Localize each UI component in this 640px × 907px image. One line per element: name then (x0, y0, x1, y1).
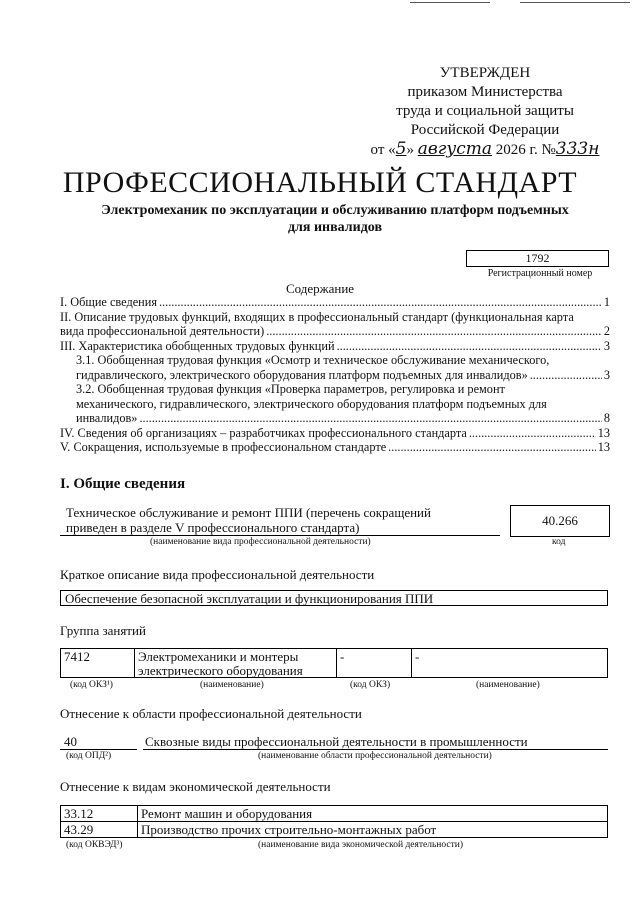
opd-name: Сквозные виды профессиональной деятельности в промышленности (145, 734, 528, 749)
occupation-group-label: Группа занятий (60, 623, 146, 638)
toc-item[interactable] (60, 382, 610, 426)
code-caption: код (552, 537, 566, 547)
toc-item-text: V. Сокращения, используемые в профессиональном стандарте (60, 440, 387, 454)
toc-item[interactable] (60, 353, 610, 382)
activity-line: приведен в разделе V профессионального стандарта) (66, 520, 360, 535)
activity-line: Техническое обслуживание и ремонт ППИ (перечень сокращений (66, 505, 431, 520)
professional-area-label: Отнесение к области профессиональной деятельности (60, 706, 362, 721)
okved-name-caption: (наименование вида экономической деятельности) (258, 840, 463, 850)
toc-item[interactable] (60, 295, 610, 310)
opd-name-caption: (наименование области профессиональной деятельности) (258, 751, 492, 761)
okved-code-caption: (код ОКВЭД³) (66, 840, 123, 850)
date-prefix: от « (370, 142, 396, 158)
okz-name-line: Электромеханики и монтеры (138, 649, 299, 664)
opd-code-caption: (код ОПД²) (66, 751, 112, 761)
approval-line: приказом Министерства (407, 84, 563, 100)
scan-artifact (410, 2, 490, 3)
date-day: 5 (395, 139, 407, 159)
order-number: 333н (555, 139, 600, 159)
economic-activity-label: Отнесение к видам экономической деятельности (60, 779, 331, 794)
activity-code-box: 40.266 (510, 505, 610, 537)
subtitle-line: для инвалидов (287, 220, 383, 235)
approval-line: Российской Федерации (410, 122, 560, 138)
toc-page: 13 (597, 440, 610, 454)
opd-code-underline (60, 749, 137, 750)
table-of-contents (60, 295, 610, 455)
toc-leader (469, 426, 596, 441)
okved-code-cell: 43.29 (60, 821, 138, 838)
toc-item[interactable] (60, 310, 610, 339)
opd-code: 40 (64, 734, 77, 749)
registration-number-box: 1792 (466, 250, 609, 267)
approval-line: УТВЕРЖДЕН (439, 65, 531, 81)
scan-artifact (520, 2, 630, 3)
toc-page: 2 (603, 324, 610, 338)
toc-item-text: вида профессиональной деятельности) (60, 324, 265, 338)
okz-caption: (код ОКЗ) (350, 680, 391, 690)
activity-name (66, 505, 486, 535)
okz-name-line: электрического оборудования (138, 663, 303, 678)
approval-date-line (360, 140, 610, 160)
toc-leader (530, 368, 602, 383)
toc-item-text: механического, гидравлического, электрического оборудования платформ подъемных для (76, 396, 547, 411)
toc-item-text: III. Характеристика обобщенных трудовых функций (60, 338, 335, 353)
toc-page: 3 (603, 338, 610, 353)
okz-name-cell: - (411, 648, 608, 678)
okved-name-cell: Производство прочих строительно-монтажных работ (137, 821, 608, 838)
approval-block (360, 64, 610, 160)
toc-item[interactable] (60, 440, 610, 455)
toc-item[interactable] (60, 426, 610, 441)
approval-line: труда и социальной защиты (396, 103, 574, 119)
okz-code-cell: - (336, 648, 412, 678)
okz-code-cell: 7412 (60, 648, 135, 678)
activity-underline (60, 535, 500, 536)
toc-item-text: 3.2. Обобщенная трудовая функция «Проверка параметров, регулировка и ремонт (76, 382, 505, 396)
toc-page: 13 (597, 425, 610, 440)
toc-item-text: гидравлического, электрического оборудования платформ подъемных для инвалидов» (76, 367, 528, 382)
toc-leader (337, 339, 602, 354)
date-mid: » (406, 142, 414, 158)
toc-item-text: инвалидов» (76, 411, 138, 425)
okved-name-cell: Ремонт машин и оборудования (137, 805, 608, 822)
toc-leader (159, 295, 602, 310)
opd-name-underline (143, 749, 608, 750)
subtitle-line: Электромеханик по эксплуатации и обслуживанию платформ подъемных (101, 203, 569, 218)
toc-item-text: 3.1. Обобщенная трудовая функция «Осмотр и техническое обслуживание механического, (76, 353, 550, 367)
contents-title: Содержание (285, 281, 355, 296)
okz-caption: (наименование) (200, 680, 264, 690)
page-title: ПРОФЕССИОНАЛЬНЫЙ СТАНДАРТ (62, 166, 578, 199)
brief-description-box: Обеспечение безопасной эксплуатации и функционирования ППИ (60, 590, 608, 606)
date-month: августа (417, 139, 492, 159)
toc-page: 8 (603, 411, 610, 425)
toc-leader (139, 411, 601, 426)
okz-caption: (код ОКЗ¹) (70, 680, 113, 690)
okz-name-cell (134, 648, 337, 678)
toc-item-text: IV. Сведения об организациях – разработчиках профессионального стандарта (60, 425, 467, 440)
date-year: 2026 г. № (495, 142, 556, 158)
toc-item[interactable] (60, 339, 610, 354)
toc-item-text: I. Общие сведения (60, 295, 157, 309)
registration-label: Регистрационный номер (487, 268, 593, 279)
toc-leader (266, 324, 602, 339)
standard-subtitle (70, 202, 600, 236)
brief-description-label: Краткое описание вида профессиональной деятельности (60, 567, 375, 582)
toc-leader (388, 440, 596, 455)
okved-code-cell: 33.12 (60, 805, 138, 822)
activity-caption: (наименование вида профессиональной деятельности) (150, 537, 371, 547)
okz-caption: (наименование) (476, 680, 540, 690)
toc-page: 1 (603, 295, 610, 309)
section-heading: I. Общие сведения (60, 476, 186, 492)
toc-page: 3 (603, 367, 610, 382)
toc-item-text: II. Описание трудовых функций, входящих в профессиональный стандарт (функциональная карта (60, 309, 574, 324)
